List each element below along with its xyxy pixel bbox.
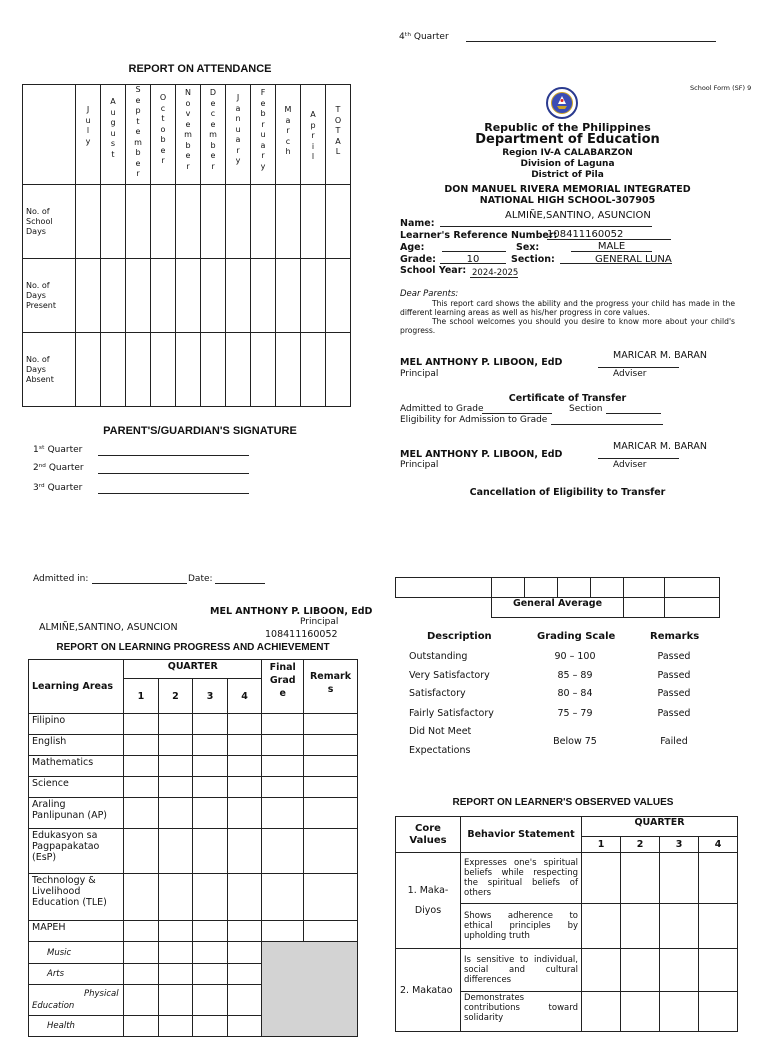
- row-school-days: No. of School Days: [23, 185, 76, 259]
- lrn-value: 108411160052: [547, 229, 624, 240]
- scale-range: 90 – 100: [554, 651, 596, 662]
- progress-title: REPORT ON LEARNING PROGRESS AND ACHIEVEMENT: [56, 642, 330, 653]
- scale-range: 80 – 84: [557, 688, 593, 699]
- area-science: Science: [29, 777, 124, 798]
- sig-q1-line: [98, 455, 249, 456]
- area-row: [29, 756, 358, 777]
- area-pe: Physical Education: [29, 985, 124, 1016]
- attendance-title: REPORT ON ATTENDANCE: [128, 63, 272, 75]
- area-esp: Edukasyon sa Pagpapakatao (EsP): [29, 829, 124, 874]
- school-year-line: [470, 277, 518, 278]
- deped-seal-icon: [546, 87, 578, 119]
- values-title: REPORT ON LEARNER'S OBSERVED VALUES: [452, 797, 674, 808]
- principal-name-1: MEL ANTHONY P. LIBOON, EdD: [400, 357, 563, 368]
- admitted-grade-line: [482, 413, 552, 414]
- h-vq3: 3: [660, 837, 699, 853]
- scale-range: Below 75: [553, 736, 597, 747]
- month-december: D e c e m b e r: [201, 85, 226, 185]
- school-name-line1: DON MANUEL RIVERA MEMORIAL INTEGRATED: [444, 184, 691, 195]
- school-name-line2: NATIONAL HIGH SCHOOL-307905: [479, 195, 656, 206]
- cert-section-line: [606, 413, 661, 414]
- age-line: [442, 251, 506, 252]
- sig-q1-label: 1ˢᵗ Quarter: [33, 445, 83, 455]
- area-english: English: [29, 735, 124, 756]
- behavior-statement: Is sensitive to individual, social and cultural differences: [461, 949, 582, 992]
- division-line: Division of Laguna: [520, 159, 615, 169]
- scale-range: 85 – 89: [557, 670, 593, 681]
- area-arts: Arts: [29, 964, 124, 985]
- progress-principal-name: MEL ANTHONY P. LIBOON, EdD: [210, 606, 373, 617]
- area-row: [29, 829, 358, 874]
- month-total: T O T A L: [326, 85, 351, 185]
- name-label: Name:: [400, 218, 435, 229]
- values-table: [395, 816, 738, 1032]
- area-tle: Technology & Livelihood Education (TLE): [29, 874, 124, 921]
- scale-remark: Passed: [657, 708, 691, 719]
- sex-line: [571, 251, 652, 252]
- area-mathematics: Mathematics: [29, 756, 124, 777]
- section-line: [560, 263, 672, 264]
- month-november: N o v e m b e r: [176, 85, 201, 185]
- school-year-value: 2024-2025: [472, 268, 519, 278]
- grades-table: [28, 659, 358, 1037]
- admitted-date-label: Date:: [188, 574, 213, 584]
- certificate-title: Certificate of Transfer: [508, 393, 627, 404]
- h-core-values: Core Values: [396, 817, 461, 853]
- scale-remark: Passed: [657, 651, 691, 662]
- admitted-grade-label: Admitted to Grade: [400, 404, 484, 414]
- mapeh-shaded-cell: [262, 942, 358, 1037]
- adviser-title-1: Adviser: [613, 369, 647, 379]
- area-row: [29, 942, 358, 964]
- scale-desc: Satisfactory: [409, 688, 466, 699]
- month-september: S e p t e m b e r: [126, 85, 151, 185]
- section-label: Section:: [511, 254, 555, 265]
- scale-remark: Failed: [660, 736, 688, 747]
- lrn-label: Learner's Reference Number:: [400, 230, 558, 241]
- admitted-date-line: [215, 583, 265, 584]
- area-row: [29, 798, 358, 829]
- principal-title-1: Principal: [400, 369, 439, 379]
- principal-title-2: Principal: [400, 460, 439, 470]
- h-description: Description: [427, 631, 492, 642]
- lrn-line: [547, 239, 671, 240]
- month-february: F e b r u a r y: [251, 85, 276, 185]
- progress-principal-title: Principal: [300, 617, 339, 627]
- month-august: A u g u s t: [101, 85, 126, 185]
- progress-student-name: ALMIÑE,SANTINO, ASUNCION: [39, 622, 178, 633]
- parents-paragraph-2: The school welcomes you should you desire to know more about your child's progress.: [400, 317, 735, 335]
- value-maka-diyos: 1. Maka- Diyos: [396, 853, 461, 949]
- scale-remark: Passed: [657, 688, 691, 699]
- general-average-label: General Average: [492, 598, 624, 618]
- area-health: Health: [29, 1016, 124, 1037]
- scale-desc: Fairly Satisfactory: [409, 708, 494, 719]
- scale-range: 75 – 79: [557, 708, 593, 719]
- attendance-table: [22, 84, 351, 407]
- h-quarter: QUARTER: [124, 660, 262, 679]
- cert-section-label: Section: [569, 404, 603, 414]
- h-vq1: 1: [582, 837, 621, 853]
- student-name-value: ALMIÑE,SANTINO, ASUNCION: [505, 210, 651, 221]
- behavior-statement: Demonstrates contributions toward solidarity: [461, 992, 582, 1032]
- area-ap: Araling Panlipunan (AP): [29, 798, 124, 829]
- quarter4-signature-line: [466, 41, 716, 42]
- sig-q3-line: [98, 493, 249, 494]
- region-line: Region IV-A CALABARZON: [502, 148, 633, 158]
- area-row: [29, 921, 358, 942]
- attendance-corner: [23, 85, 76, 185]
- grade-value: 10: [466, 254, 480, 265]
- principal-name-2: MEL ANTHONY P. LIBOON, EdD: [400, 449, 563, 460]
- scale-desc-dnme-2: Expectations: [409, 745, 471, 756]
- area-row: [29, 735, 358, 756]
- h-q1: 1: [124, 679, 159, 714]
- behavior-statement: Expresses one's spiritual beliefs while respecting the spiritual beliefs of others: [461, 853, 582, 904]
- adviser-name-2: MARICAR M. BARAN: [613, 441, 707, 452]
- general-average-table: [395, 577, 720, 618]
- month-march: M a r c h: [276, 85, 301, 185]
- adviser-line-1: [598, 367, 679, 368]
- area-row: [29, 777, 358, 798]
- eligibility-line: [551, 424, 663, 425]
- h-q2: 2: [158, 679, 193, 714]
- h-grading-scale: Grading Scale: [537, 631, 616, 642]
- admitted-in-label: Admitted in:: [33, 574, 89, 584]
- department-line: Department of Education: [475, 132, 660, 147]
- admitted-in-line: [92, 583, 187, 584]
- h-final-grade: Final Grad e: [262, 660, 304, 714]
- parents-paragraph-1: This report card shows the ability and the progress your child has made in the different learning areas as well as his/her progress in core values.: [400, 299, 735, 317]
- h-scale-remarks: Remarks: [650, 631, 700, 642]
- dear-parents: Dear Parents:: [400, 289, 459, 299]
- signature-title: PARENT'S/GUARDIAN'S SIGNATURE: [103, 425, 297, 437]
- month-january: J a n u a r y: [226, 85, 251, 185]
- h-learning-areas: Learning Areas: [29, 660, 124, 714]
- adviser-line-2: [598, 458, 679, 459]
- h-remarks: Remark s: [304, 660, 358, 714]
- scale-desc: Very Satisfactory: [409, 670, 490, 681]
- quarter4-label: 4ᵗʰ Quarter: [399, 32, 449, 42]
- section-value: GENERAL LUNA: [595, 254, 672, 265]
- h-vq4: 4: [699, 837, 738, 853]
- month-october: O c t o b e r: [151, 85, 176, 185]
- area-filipino: Filipino: [29, 714, 124, 735]
- month-april: A p r i l: [301, 85, 326, 185]
- h-q3: 3: [193, 679, 228, 714]
- grade-label: Grade:: [400, 254, 436, 265]
- grade-line: [440, 263, 506, 264]
- value-makatao: 2. Makatao: [396, 949, 461, 1032]
- area-row: [29, 874, 358, 921]
- school-year-label: School Year:: [400, 265, 467, 276]
- behavior-statement: Shows adherence to ethical principles by upholding truth: [461, 904, 582, 949]
- h-q4: 4: [227, 679, 262, 714]
- age-label: Age:: [400, 242, 425, 253]
- sig-q3-label: 3ʳᵈ Quarter: [33, 483, 83, 493]
- h-vq2: 2: [621, 837, 660, 853]
- sex-label: Sex:: [516, 242, 540, 253]
- sig-q2-label: 2ⁿᵈ Quarter: [33, 463, 84, 473]
- cancellation-title: Cancellation of Eligibility to Transfer: [469, 487, 666, 498]
- scale-desc-dnme-1: Did Not Meet: [409, 726, 472, 737]
- area-music: Music: [29, 942, 124, 964]
- h-behavior-statement: Behavior Statement: [461, 817, 582, 853]
- name-line: [440, 226, 652, 227]
- row-days-present: No. of Days Present: [23, 259, 76, 333]
- row-days-absent: No. of Days Absent: [23, 333, 76, 407]
- area-mapeh: MAPEH: [29, 921, 124, 942]
- sig-q2-line: [98, 473, 249, 474]
- month-july: J u l y: [76, 85, 101, 185]
- adviser-name-1: MARICAR M. BARAN: [613, 350, 707, 361]
- scale-desc: Outstanding: [409, 651, 468, 662]
- republic-line: Republic of the Philippines: [484, 121, 651, 134]
- sex-value: MALE: [597, 241, 626, 252]
- adviser-title-2: Adviser: [613, 460, 647, 470]
- progress-lrn: 108411160052: [265, 629, 338, 640]
- school-form-label: School Form (SF) 9: [690, 84, 752, 92]
- scale-remark: Passed: [657, 670, 691, 681]
- eligibility-label: Eligibility for Admission to Grade: [400, 415, 548, 425]
- h-values-quarter: QUARTER: [582, 817, 738, 837]
- area-row: [29, 714, 358, 735]
- district-line: District of Pila: [531, 170, 604, 180]
